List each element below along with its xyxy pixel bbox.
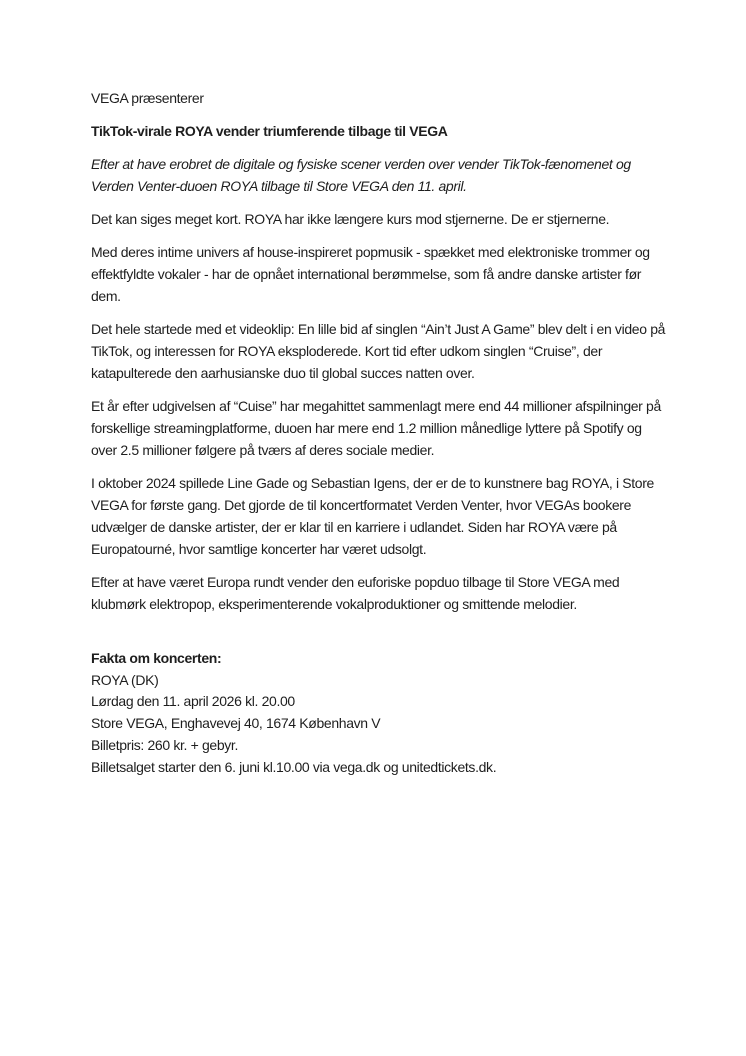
facts-line-venue: Store VEGA, Enghavevej 40, 1674 København V (91, 715, 381, 732)
headline: TikTok-virale ROYA vender triumferende tilbage til VEGA (91, 123, 448, 139)
press-release (91, 87, 666, 778)
body-paragraph-2: Med deres intime univers af house-inspireret popmusik - spækket med elektroniske trommer og effektfyldte vokaler - har de opnået international berømmelse, som få andre danske artister før dem. (91, 244, 650, 304)
facts-line-ticket-sale: Billetsalget starter den 6. juni kl.10.00 via vega.dk og unitedtickets.dk. (91, 758, 497, 775)
body-paragraph-4: Et år efter udgivelsen af “Cuise” har megahittet sammenlagt mere end 44 millioner afspilninger på forskellige streamingplatforme, duoen har mere end 1.2 million månedlige lyttere på Spotify og over 2.5 millioner følgere på tværs af deres sociale medier. (91, 398, 661, 458)
facts-line-date: Lørdag den 11. april 2026 kl. 20.00 (91, 693, 295, 710)
facts-line-price: Billetpris: 260 kr. + gebyr. (91, 736, 239, 753)
body-paragraph-6: Efter at have været Europa rundt vender den euforiske popduo tilbage til Store VEGA med klubmørk elektropop, eksperimenterende vokalproduktioner og smittende melodier. (91, 574, 620, 612)
kicker-text: VEGA præsenterer (91, 90, 204, 106)
body-paragraph-5: I oktober 2024 spillede Line Gade og Sebastian Igens, der er de to kunstnere bag ROYA, i Store VEGA for første gang. Det gjorde de til koncertformatet Verden Venter, hvor VEGAs bookere udvælger de danske artister, der er klar til en karriere i udlandet. Siden har ROYA være på Europatourné, hvor samtlige koncerter har været udsolgt. (91, 475, 654, 557)
body-paragraph-1: Det kan siges meget kort. ROYA har ikke længere kurs mod stjernerne. De er stjernerne. (91, 211, 610, 227)
body-paragraph-3: Det hele startede med et videoklip: En lille bid af singlen “Ain’t Just A Game” blev delt i en video på TikTok, og interessen for ROYA eksploderede. Kort tid efter udkom singlen “Cruise”, der katapulterede den aarhusianske duo til global succes natten over. (91, 321, 666, 381)
facts-heading: Fakta om koncerten: (91, 650, 222, 666)
facts-line-artist: ROYA (DK) (91, 671, 159, 688)
concert-facts-block (91, 648, 666, 778)
lead-paragraph: Efter at have erobret de digitale og fysiske scener verden over vender TikTok-fænomenet og Verden Venter-duoen ROYA tilbage til Store VEGA den 11. april. (91, 156, 631, 194)
